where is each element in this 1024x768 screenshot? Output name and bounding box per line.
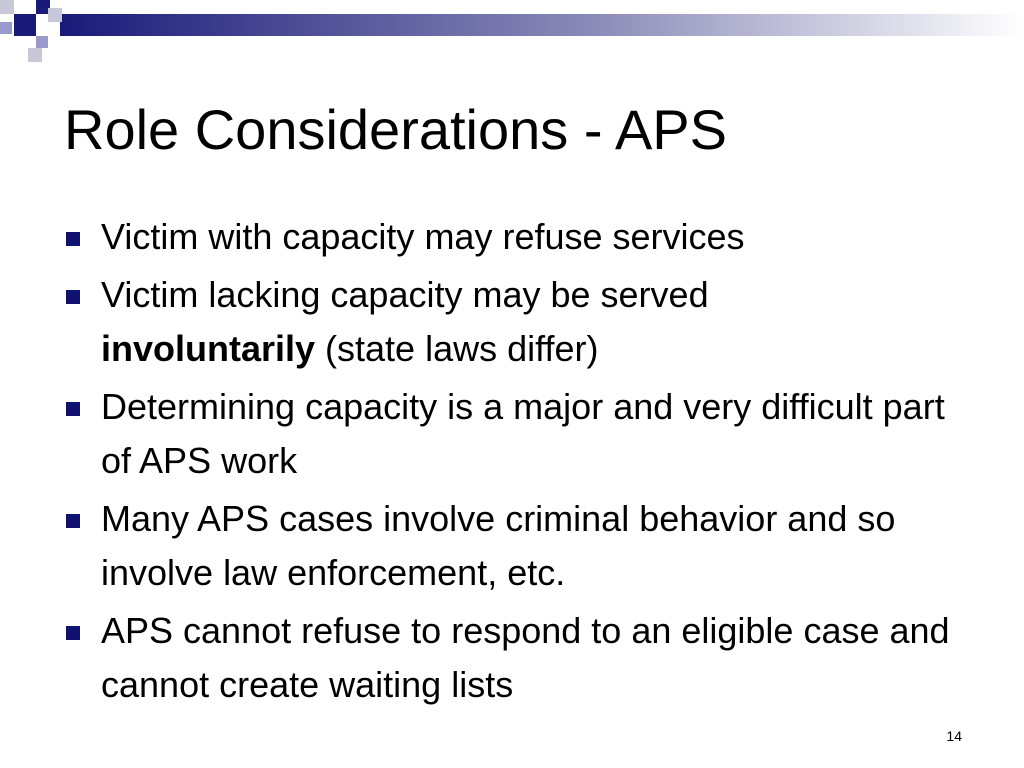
header-gradient-band [0, 14, 1024, 36]
square-bullet-icon [66, 232, 80, 246]
bullet-item [64, 604, 964, 712]
bullet-text: (state laws differ) [315, 328, 599, 369]
decor-square-2 [14, 14, 36, 36]
bullet-item [64, 210, 964, 264]
bullet-item [64, 492, 964, 600]
decor-square-6 [28, 48, 42, 62]
square-bullet-icon [66, 402, 80, 416]
decor-square-5 [36, 36, 48, 48]
square-bullet-icon [66, 290, 80, 304]
bullet-text: Victim with capacity may refuse services [101, 216, 745, 257]
decor-square-7 [0, 22, 12, 34]
bullet-text: Many APS cases involve criminal behavior and so involve law enforcement, etc. [101, 498, 896, 593]
bullet-text: APS cannot refuse to respond to an eligible case and cannot create waiting lists [101, 610, 950, 705]
bullet-item [64, 380, 964, 488]
square-bullet-icon [66, 626, 80, 640]
decor-square-4 [48, 8, 62, 22]
bullet-text: Victim lacking capacity may be served [101, 274, 709, 315]
square-bullet-icon [66, 514, 80, 528]
bullet-text: Determining capacity is a major and very difficult part of APS work [101, 386, 945, 481]
bullet-item [64, 268, 964, 376]
slide-title: Role Considerations - APS [64, 98, 728, 161]
bullet-list [64, 210, 964, 716]
page-number: 14 [946, 728, 962, 744]
decor-square-1 [0, 0, 14, 14]
bullet-bold-text: involuntarily [101, 328, 316, 369]
